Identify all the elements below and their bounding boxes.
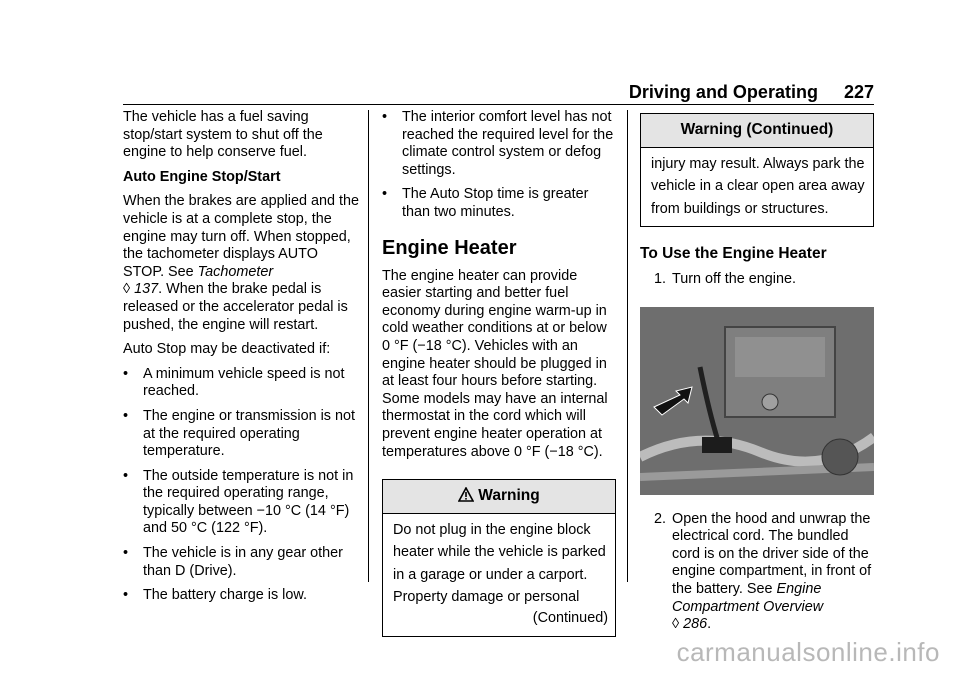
stop-start-paragraph: When the brakes are applied and the vehicle is at a complete stop, the engine may turn off. When stopped, the tachometer displays AUTO STOP. See Tachometer ◊ 137. When the brake pedal is released or the accelerator pedal is pushed, the engine will restart. bbox=[123, 193, 360, 333]
step-item: 1. Turn off the engine. bbox=[653, 270, 797, 287]
watermark: carmanualsonline.info bbox=[676, 637, 940, 667]
list-item: • A minimum vehicle speed is not reached. bbox=[123, 365, 345, 400]
warning-body: Do not plug in the engine block heater while the vehicle is parked in a garage or under a carport. Property damage or personal (Continued) bbox=[393, 521, 608, 627]
list-item: • The Auto Stop time is greater than two minutes. bbox=[382, 186, 589, 220]
bullet-icon: • bbox=[123, 407, 129, 424]
bullet-icon: • bbox=[123, 467, 129, 484]
header-rule bbox=[123, 104, 874, 105]
engine-heater-paragraph: The engine heater can provide easier starting and better fuel economy during engine warm-up in cold weather conditions at or below 0 °F (−18 °C). Vehicles with an engine heater should be plugged in at least four hours before starting. Some models may have an internal thermostat in the cord which will prevent engine heater operation at temperatures above 0 °F (−18 °C). bbox=[382, 267, 608, 460]
page-header bbox=[629, 82, 874, 103]
warning-triangle-icon bbox=[458, 487, 474, 502]
list-item: • The battery charge is low. bbox=[123, 587, 307, 604]
engine-compartment-link[interactable]: Engine Compartment Overview bbox=[672, 580, 824, 615]
warning-continued-header: Warning (Continued) bbox=[641, 114, 873, 148]
bullet-icon: • bbox=[123, 545, 129, 562]
page-ref-icon: ◊ bbox=[672, 616, 680, 633]
subsection-heading: To Use the Engine Heater bbox=[640, 245, 827, 263]
warning-continued-box bbox=[640, 113, 874, 227]
warning-header: Warning bbox=[383, 480, 615, 514]
column-divider bbox=[368, 110, 369, 582]
engine-photo-illustration bbox=[640, 307, 874, 495]
continued-label: (Continued) bbox=[532, 610, 608, 627]
page-ref-icon: ◊ bbox=[123, 281, 131, 298]
list-item: • The interior comfort level has not reached the required level for the climate control system or defog settings. bbox=[382, 109, 614, 178]
list-item: • The vehicle is in any gear other than D (Drive). bbox=[123, 545, 343, 579]
page-ref[interactable]: 137 bbox=[134, 281, 159, 298]
bullet-icon: • bbox=[123, 365, 129, 382]
column-3 bbox=[640, 113, 874, 641]
column-divider bbox=[627, 110, 628, 582]
engine-compartment-photo bbox=[640, 307, 874, 495]
warning-box bbox=[382, 479, 616, 637]
page-number: 227 bbox=[843, 82, 874, 102]
section-heading: Engine Heater bbox=[382, 236, 517, 259]
bullet-icon: • bbox=[382, 186, 388, 203]
bullet-icon: • bbox=[382, 109, 388, 125]
deactivate-paragraph: Auto Stop may be deactivated if: bbox=[123, 341, 331, 358]
intro-paragraph: The vehicle has a fuel saving stop/start system to shut off the engine to help conserve fuel. bbox=[123, 109, 323, 161]
subheading: Auto Engine Stop/Start bbox=[123, 168, 281, 185]
step-item: 2. Open the hood and unwrap the electrical cord. The bundled cord is on the driver side of the engine compartment, in front of the battery. See Engine Compartment Overview ◊ 286. bbox=[653, 510, 872, 633]
column-2 bbox=[382, 109, 616, 637]
section-title: Driving and Operating bbox=[628, 82, 818, 102]
list-item: • The engine or transmission is not at the required operating temperature. bbox=[123, 407, 355, 460]
tachometer-link[interactable]: Tachometer bbox=[197, 263, 274, 280]
column-1 bbox=[123, 109, 361, 612]
page-ref[interactable]: 286 bbox=[683, 616, 708, 633]
warning-continued-body: injury may result. Always park the vehicle in a clear open area away from buildings or structures. bbox=[651, 155, 865, 217]
list-item: • The outside temperature is not in the required operating range, typically between −10 °C (14 °F) and 50 °C (122 °F). bbox=[123, 467, 354, 537]
bullet-icon: • bbox=[123, 587, 129, 604]
